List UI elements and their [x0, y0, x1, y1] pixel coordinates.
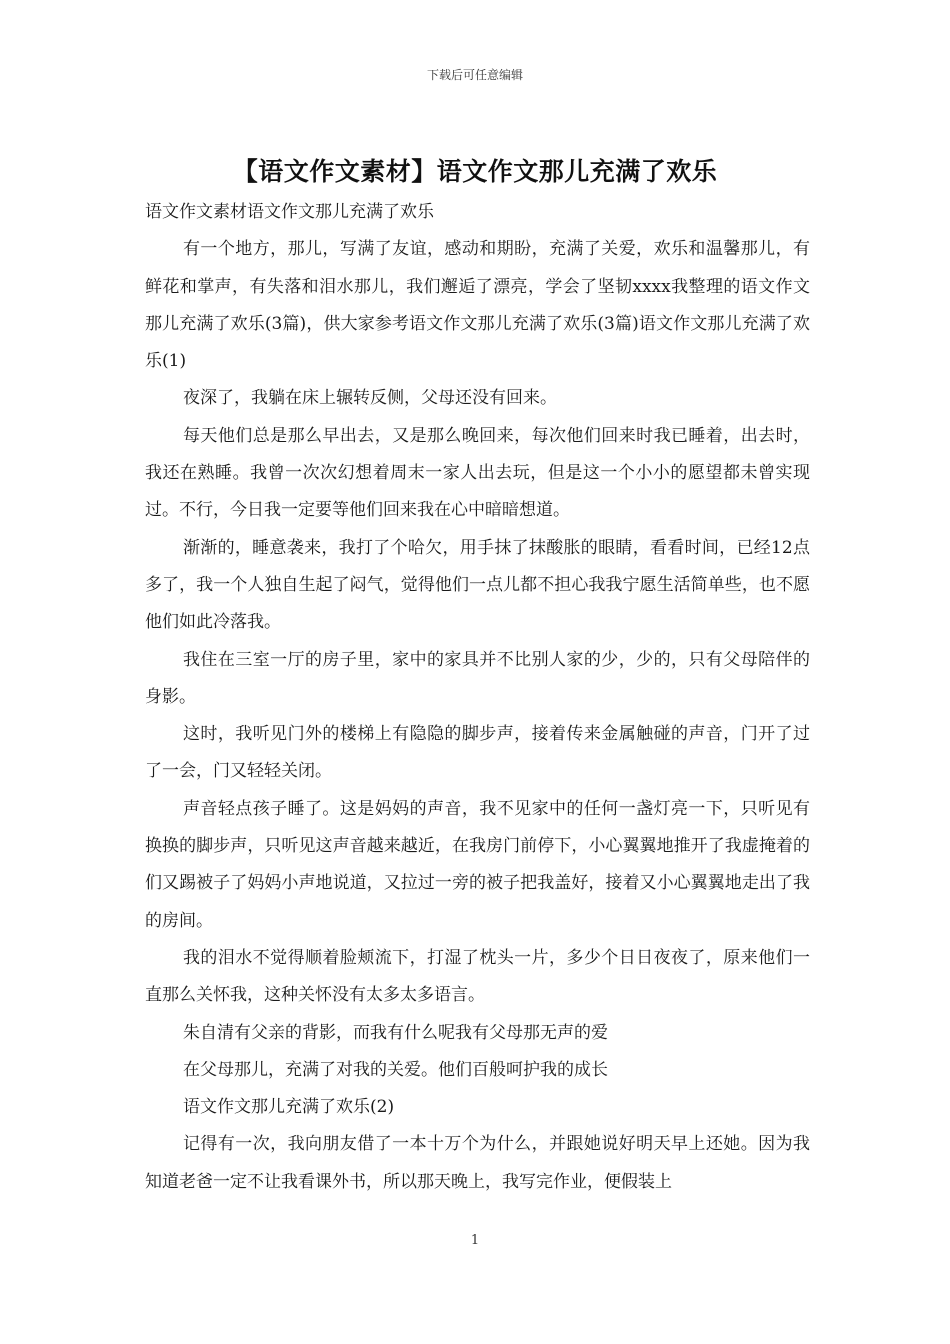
paragraph: 声音轻点孩子睡了。这是妈妈的声音，我不见家中的任何一盏灯亮一下，只听见有换换的脚步声，只听见这声音越来越近，在我房门前停下，小心翼翼地推开了我虚掩着的们又踢被子了妈妈小声地说道，又拉过一旁的被子把我盖好，接着又小心翼翼地走出了我的房间。 — [145, 798, 810, 931]
page-header-note: 下载后可任意编辑 — [426, 68, 523, 82]
paragraph: 每天他们总是那么早出去，又是那么晚回来，每次他们回来时我已睡着，出去时，我还在熟睡。我曾一次次幻想着周末一家人出去玩，但是这一个小小的愿望都未曾实现过。不行，今日我一定要等他们回来我在心中暗暗想道。 — [145, 425, 810, 521]
paragraph: 语文作文那儿充满了欢乐(2) — [183, 1097, 395, 1118]
page-number: 1 — [470, 1233, 480, 1248]
paragraph: 有一个地方，那儿，写满了友谊，感动和期盼，充满了关爱，欢乐和温馨那儿，有鲜花和掌声，有失落和泪水那儿，我们邂逅了漂亮，学会了坚韧xxxx我整理的语文作文那儿充满了欢乐(3篇)，供大家参考语文作文那儿充满了欢乐(3篇)语文作文那儿充满了欢乐(1) — [145, 239, 810, 372]
document-title: 【语文作文素材】语文作文那儿充满了欢乐 — [232, 157, 718, 186]
paragraph: 语文作文素材语文作文那儿充满了欢乐 — [145, 202, 434, 222]
paragraph: 在父母那儿，充满了对我的关爱。他们百般呵护我的成长 — [183, 1059, 608, 1080]
paragraph: 夜深了，我躺在床上辗转反侧，父母还没有回来。 — [183, 388, 557, 409]
paragraph: 这时，我听见门外的楼梯上有隐隐的脚步声，接着传来金属触碰的声音，门开了过了一会，门又轻轻关闭。 — [145, 724, 810, 782]
paragraph: 记得有一次，我向朋友借了一本十万个为什么，并跟她说好明天早上还她。因为我知道老爸一定不让我看课外书，所以那天晚上，我写完作业，便假装上 — [145, 1134, 810, 1192]
document-body — [145, 194, 810, 1201]
paragraph: 我的泪水不觉得顺着脸颊流下，打湿了枕头一片，多少个日日夜夜了，原来他们一直那么关怀我，这种关怀没有太多太多语言。 — [145, 947, 810, 1006]
paragraph: 渐渐的，睡意袭来，我打了个哈欠，用手抹了抹酸胀的眼睛，看看时间，已经12点多了，我一个人独自生起了闷气，觉得他们一点儿都不担心我我宁愿生活简单些，也不愿他们如此冷落我。 — [145, 537, 810, 633]
paragraph: 我住在三室一厅的房子里，家中的家具并不比别人家的少，少的，只有父母陪伴的身影。 — [145, 649, 810, 707]
paragraph: 朱自清有父亲的背影，而我有什么呢我有父母那无声的爱 — [183, 1022, 608, 1043]
